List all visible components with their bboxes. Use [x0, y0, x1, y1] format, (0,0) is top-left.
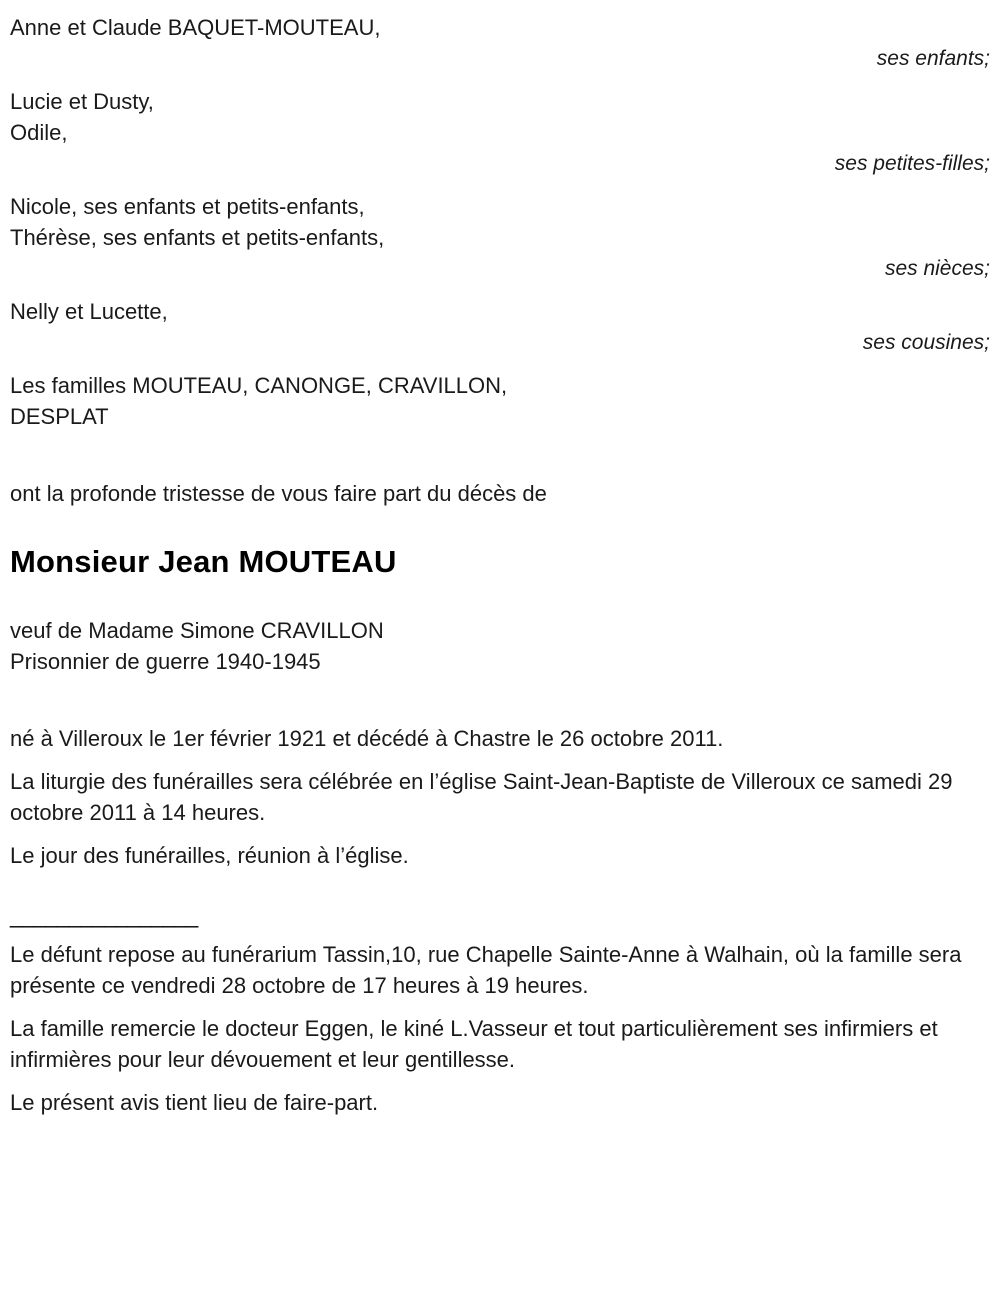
- notice-spacer: [10, 1075, 990, 1087]
- relation-label-nieces: ses nièces;: [884, 257, 990, 280]
- war-prisoner-text: Prisonnier de guerre 1940-1945: [10, 649, 321, 674]
- deceased-name: Monsieur Jean MOUTEAU: [10, 544, 397, 579]
- section-divider: ________________: [10, 903, 198, 928]
- funerarium-paragraph: Le défunt repose au funérarium Tassin,10, rue Chapelle Sainte-Anne à Walhain, où la famille sera présente ce vendredi 28 octobre de 17 heures à 19 heures.: [10, 942, 962, 998]
- family-entry-cousins: [10, 296, 990, 358]
- announcement-spacer: [10, 432, 990, 478]
- relation-label-enfants: ses enfants;: [876, 47, 990, 70]
- liturgy-spacer: [10, 754, 990, 766]
- family-member-name: Thérèse, ses enfants et petits-enfants,: [10, 225, 385, 250]
- notice-paragraph: Le présent avis tient lieu de faire-part.: [10, 1090, 379, 1115]
- family-entry-children: [10, 12, 990, 74]
- entry-spacer-1: [10, 74, 990, 86]
- families-line-1: Les familles MOUTEAU, CANONGE, CRAVILLON,: [10, 373, 508, 398]
- announcement-text: ont la profonde tristesse de vous faire part du décès de: [10, 481, 547, 506]
- deceased-subtitles: [10, 615, 990, 677]
- top-spacer: [10, 0, 990, 12]
- family-member-name: Lucie et Dusty,: [10, 89, 154, 114]
- reunion-paragraph: Le jour des funérailles, réunion à l’église.: [10, 843, 409, 868]
- liturgy-paragraph: La liturgie des funérailles sera célébrée en l’église Saint-Jean-Baptiste de Villeroux ce samedi 29 octobre 2011 à 14 heures.: [10, 769, 953, 825]
- entry-spacer-4: [10, 358, 990, 370]
- divider-spacer: [10, 871, 990, 905]
- relation-label-cousines: ses cousines;: [862, 331, 990, 354]
- details-spacer: [10, 677, 990, 723]
- name-spacer-bottom: [10, 581, 990, 615]
- relation-label-petites-filles: ses petites-filles;: [834, 152, 990, 175]
- family-member-name: Odile,: [10, 120, 68, 145]
- family-entry-nieces: [10, 191, 990, 284]
- entry-spacer-2: [10, 179, 990, 191]
- entry-spacer-3: [10, 284, 990, 296]
- family-member-name: Nelly et Lucette,: [10, 299, 168, 324]
- birth-death-line: né à Villeroux le 1er février 1921 et décédé à Chastre le 26 octobre 2011.: [10, 726, 724, 751]
- thanks-spacer: [10, 1001, 990, 1013]
- families-block: [10, 370, 990, 432]
- reunion-spacer: [10, 828, 990, 840]
- funerarium-spacer: [10, 927, 990, 939]
- widower-text: veuf de Madame Simone CRAVILLON: [10, 618, 384, 643]
- family-member-name: Nicole, ses enfants et petits-enfants,: [10, 194, 365, 219]
- families-line-2: DESPLAT: [10, 404, 109, 429]
- family-entry-granddaughters: [10, 86, 990, 179]
- family-member-name: Anne et Claude BAQUET-MOUTEAU,: [10, 15, 381, 40]
- thanks-paragraph: La famille remercie le docteur Eggen, le kiné L.Vasseur et tout particulièrement ses infirmiers et infirmières pour leur dévouement et leur gentillesse.: [10, 1016, 938, 1072]
- name-spacer-top: [10, 509, 990, 543]
